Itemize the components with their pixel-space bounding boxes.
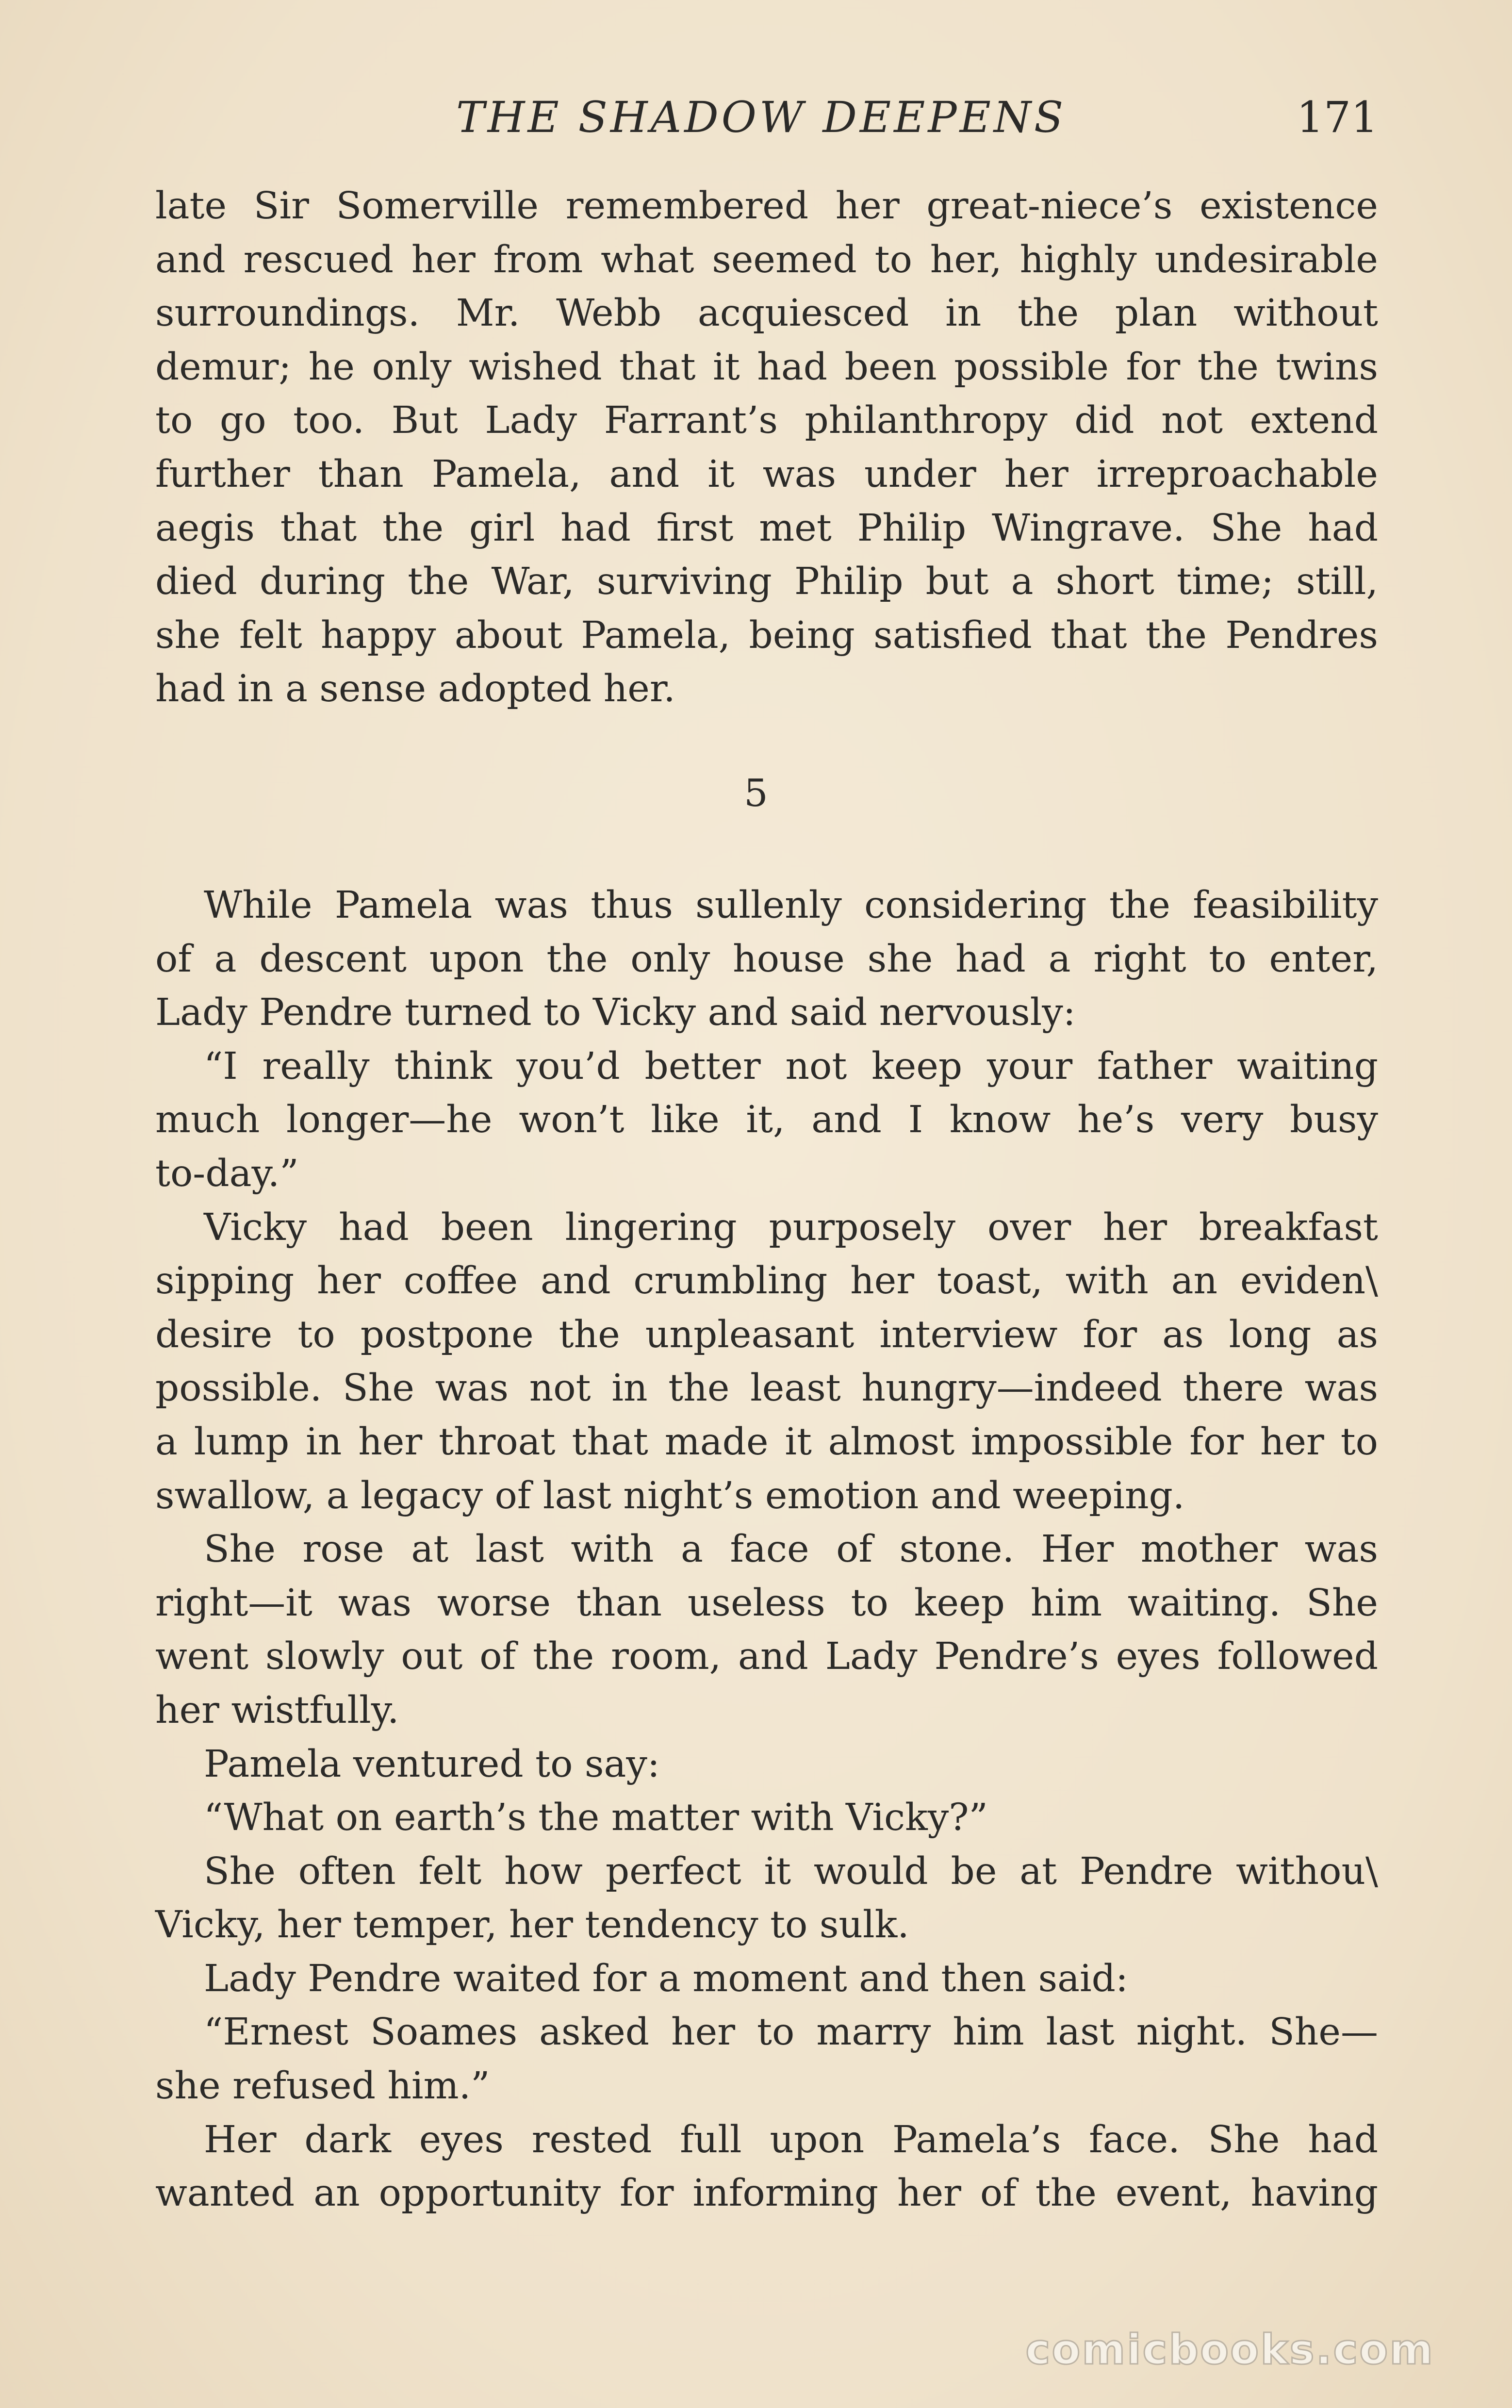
paragraph — [155, 1738, 1378, 1792]
text-line: she refused him.” — [155, 2064, 490, 2108]
paragraph — [155, 1845, 1378, 1952]
text-line: to-day.” — [155, 1152, 299, 1195]
text-line: She rose at last with a face of stone. Her mother was — [204, 1528, 1378, 1571]
text-line: further than Pamela, and it was under her irreproachable — [155, 452, 1378, 496]
section-number: 5 — [744, 772, 768, 815]
text-line: sipping her coffee and crumbling her toast, with an eviden\ — [155, 1259, 1378, 1303]
text-line: swallow, a legacy of last night’s emotion and weeping. — [155, 1474, 1185, 1517]
text-line: a lump in her throat that made it almost impossible for her to — [155, 1420, 1378, 1464]
watermark-logo: comicbooks.com — [1025, 2326, 1434, 2374]
text-line: she felt happy about Pamela, being satisfied that the Pendres — [155, 613, 1378, 657]
paragraph — [155, 1952, 1378, 2006]
text-block-after-section — [155, 879, 1378, 2221]
text-line: demur; he only wished that it had been possible for the twins — [155, 345, 1378, 389]
text-line: and rescued her from what seemed to her, highly undesirable — [155, 238, 1378, 281]
text-line: wanted an opportunity for informing her of the event, having — [155, 2172, 1378, 2215]
text-line: surroundings. Mr. Webb acquiesced in the plan without — [155, 292, 1378, 335]
text-line: aegis that the girl had first met Philip Wingrave. She had — [155, 506, 1378, 550]
text-line: possible. She was not in the least hungry—indeed there was — [155, 1367, 1378, 1410]
text-line: “I really think you’d better not keep your father waiting — [204, 1044, 1378, 1088]
text-line: While Pamela was thus sullenly considering the feasibility — [204, 884, 1378, 927]
paragraph — [155, 879, 1378, 1040]
page-number: 171 — [1297, 92, 1378, 142]
paragraph — [155, 180, 1378, 716]
text-line: “What on earth’s the matter with Vicky?” — [204, 1796, 988, 1840]
text-line: She often felt how perfect it would be at Pendre withou\ — [204, 1849, 1378, 1893]
text-line: died during the War, surviving Philip but a short time; still, — [155, 560, 1378, 604]
text-line: went slowly out of the room, and Lady Pendre’s eyes followed — [155, 1635, 1378, 1679]
text-line: desire to postpone the unpleasant interview for as long as — [155, 1313, 1378, 1356]
paragraph — [155, 1523, 1378, 1737]
running-title: THE SHADOW DEEPENS — [456, 92, 1067, 142]
text-line: late Sir Somerville remembered her great-niece’s existence — [155, 184, 1378, 228]
paragraph — [155, 2113, 1378, 2221]
text-line: her wistfully. — [155, 1688, 399, 1732]
text-line: right—it was worse than useless to keep him waiting. She — [155, 1581, 1378, 1625]
running-head — [155, 92, 1378, 150]
text-line: much longer—he won’t like it, and I know he’s very busy — [155, 1098, 1378, 1142]
text-line: Pamela ventured to say: — [204, 1742, 660, 1786]
text-line: of a descent upon the only house she had a right to enter, — [155, 937, 1378, 981]
text-block-before-section — [155, 180, 1378, 716]
text-line: Vicky had been lingering purposely over her breakfast — [204, 1205, 1378, 1249]
paragraph — [155, 1201, 1378, 1523]
text-line: “Ernest Soames asked her to marry him last night. She— — [204, 2011, 1378, 2054]
text-line: Lady Pendre waited for a moment and then said: — [204, 1957, 1128, 2000]
paragraph — [155, 1040, 1378, 1201]
text-line: to go too. But Lady Farrant’s philanthropy did not extend — [155, 399, 1378, 443]
paragraph — [155, 1791, 1378, 1845]
paragraph — [155, 2006, 1378, 2113]
text-line: Vicky, her temper, her tendency to sulk. — [155, 1903, 909, 1947]
text-line: Lady Pendre turned to Vicky and said nervously: — [155, 991, 1076, 1035]
text-line: Her dark eyes rested full upon Pamela’s face. She had — [204, 2118, 1378, 2161]
text-line: had in a sense adopted her. — [155, 667, 675, 711]
